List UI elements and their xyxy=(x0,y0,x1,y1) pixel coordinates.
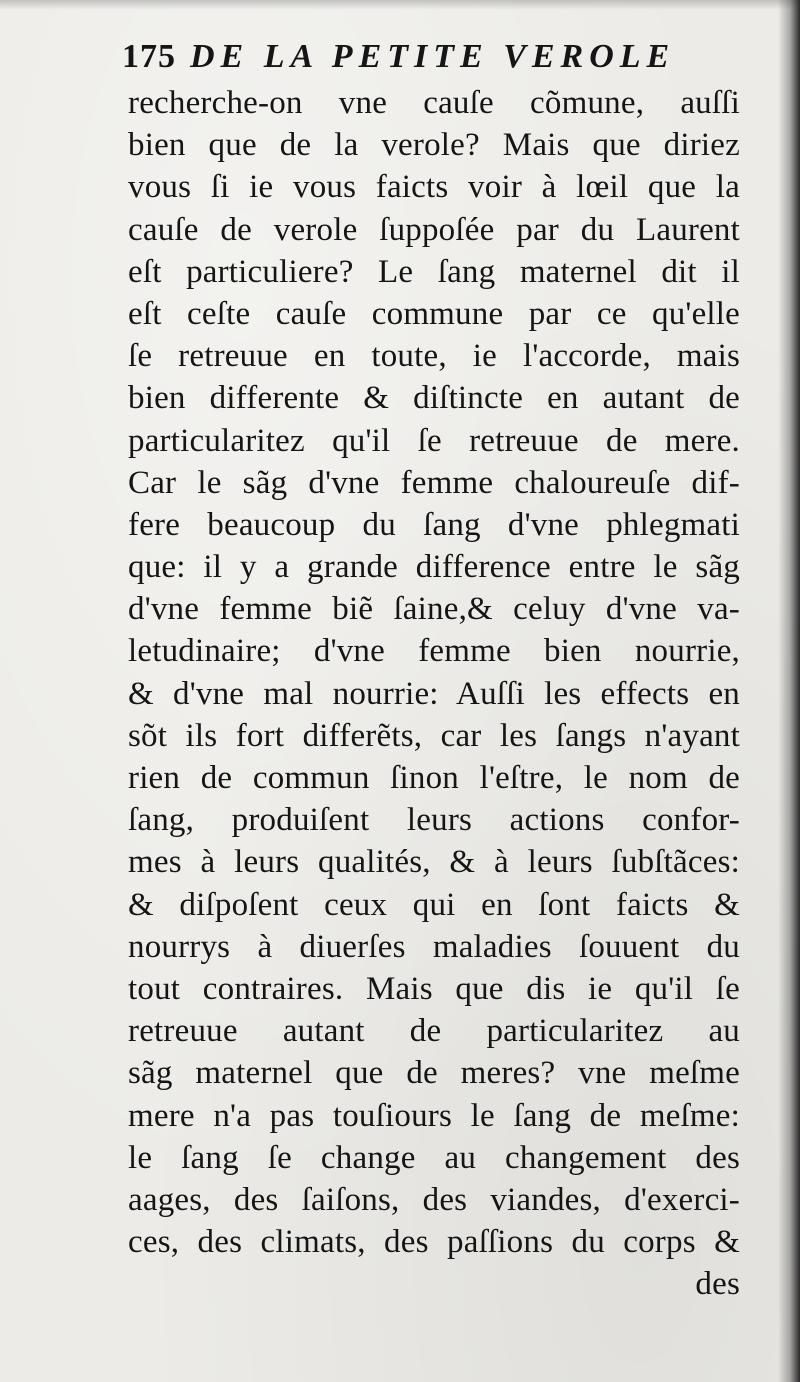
text-line: cauſe de verole ſuppoſée par du Laurent xyxy=(128,211,740,248)
text-line: particularitez qu'il ſe retreuue de mere. xyxy=(128,422,740,459)
text-line: mere n'a pas touſiours le ſang de meſme: xyxy=(128,1097,740,1134)
text-line: vous ſi ie vous faicts voir à lœil que la xyxy=(128,169,740,206)
text-line: rien de commun ſinon l'eſtre, le nom de xyxy=(128,760,740,796)
text-line: ſe retreuue en toute, ie l'accorde, mais xyxy=(128,338,740,375)
text-line: bien differente & diſtincte en autant de xyxy=(128,380,740,417)
text-line: retreuue autant de particularitez au xyxy=(128,1013,740,1050)
text-line: d'vne femme biẽ ſaine,& celuy d'vne va- xyxy=(128,591,740,628)
text-line: & diſpoſent ceux qui en ſont faicts & xyxy=(128,886,740,923)
text-line: recherche-on vne cauſe cõmune, auſſi xyxy=(128,85,740,121)
text-line: tout contraires. Mais que dis ie qu'il ſe xyxy=(128,970,740,1007)
page-top-edge xyxy=(0,0,800,10)
catchword: des xyxy=(695,1266,740,1303)
text-line: ſang, produiſent leurs actions confor- xyxy=(128,802,740,839)
page-number: 175 xyxy=(122,38,176,75)
text-line: letudinaire; d'vne femme bien nourrie, xyxy=(128,633,740,670)
page-header xyxy=(122,38,682,88)
running-head: DE LA PETITE VEROLE xyxy=(190,38,676,75)
text-line: fere beaucoup du ſang d'vne phlegmati xyxy=(128,506,740,543)
text-line: bien que de la verole? Mais que diriez xyxy=(128,127,740,164)
text-line: eſt particuliere? Le ſang maternel dit il xyxy=(128,253,740,290)
text-line: ces, des climats, des paſſions du corps & xyxy=(128,1224,740,1261)
text-line: mes à leurs qualités, & à leurs ſubſtãces: xyxy=(128,844,740,881)
text-line: Car le sãg d'vne femme chaloureuſe dif- xyxy=(128,464,740,501)
text-line: aages, des ſaiſons, des viandes, d'exerci- xyxy=(128,1181,740,1218)
text-line: eſt ceſte cauſe commune par ce qu'elle xyxy=(128,295,740,332)
text-line: nourrys à diuerſes maladies ſouuent du xyxy=(128,928,740,965)
text-line: le ſang ſe change au changement des xyxy=(128,1139,740,1176)
text-line: que: il y a grande difference entre le sãg xyxy=(128,549,740,586)
text-line: sõt ils fort differẽts, car les ſangs n'ayant xyxy=(128,717,740,754)
text-line: & d'vne mal nourrie: Auſſi les effects en xyxy=(128,675,740,712)
page-gutter-shadow xyxy=(778,0,800,1382)
text-line: sãg maternel que de meres? vne meſme xyxy=(128,1055,740,1092)
body-text xyxy=(128,82,740,1305)
